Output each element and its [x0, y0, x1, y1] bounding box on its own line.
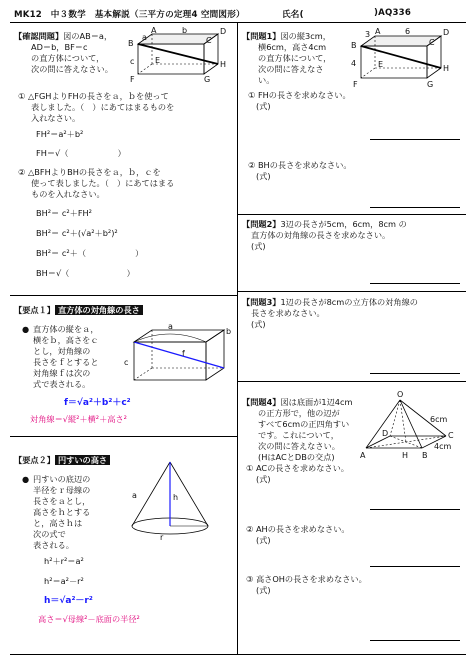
- p1-line: 図の縦3cm，: [280, 31, 331, 41]
- cone-equation: h²＝a²－r²: [44, 576, 84, 586]
- p4-line: 次の問に答えなさい。: [258, 441, 340, 451]
- name-label: 氏名(: [282, 10, 304, 20]
- fig-label: H: [402, 451, 409, 460]
- point1-heading: [14, 305, 143, 316]
- p2-line: 3辺の長さが5cm，6cm，8cm の: [280, 219, 407, 229]
- fig-label: E: [378, 60, 384, 69]
- answer-line[interactable]: [370, 139, 460, 140]
- p4-line: すべて6cmの正四角すい: [258, 419, 350, 429]
- point2-line: と，高さｈは: [33, 518, 83, 528]
- p4-question-1: ① ACの長さを求めなさい。: [246, 463, 349, 473]
- formula-label: (式): [256, 535, 271, 545]
- fig-label: B: [128, 39, 134, 48]
- point2-label: 円すいの高さ: [55, 455, 110, 465]
- fig-label: h: [173, 493, 179, 502]
- formula-label: (式): [256, 474, 271, 484]
- answer-line[interactable]: [370, 207, 460, 208]
- q1-equation: FH²＝a²＋b²: [36, 129, 84, 139]
- confirm-heading: [14, 31, 112, 42]
- cone-height-formula: h＝√a²－r²: [44, 596, 93, 606]
- fig-label: A: [151, 26, 157, 35]
- fig-label: c: [130, 57, 135, 66]
- p1-line: 次の問に答えなさ: [258, 64, 324, 74]
- bullet-icon: ●: [22, 324, 30, 334]
- section-rule: [10, 436, 237, 437]
- fig-label: E: [155, 56, 161, 65]
- q2-answer-blank[interactable]: BH＝√（ ）: [36, 268, 135, 278]
- point1-line: 式で表される。: [33, 379, 91, 389]
- confirm-line: 次の問に答えなさい。: [31, 64, 113, 74]
- p4-tag: 【問題4】: [242, 397, 281, 407]
- p1-question-2: ② BHの長さを求めなさい。: [248, 160, 352, 170]
- point2-line: 半径をｒ母線の: [33, 485, 91, 495]
- p4-question-2: ② AHの長さを求めなさい。: [246, 524, 350, 534]
- cone-height-formula-words: 高さ＝√母線²－底面の半径²: [38, 614, 140, 624]
- p4-line: 図は底面が1辺4cm: [280, 397, 353, 407]
- answer-line[interactable]: [370, 640, 460, 641]
- p4-heading: [242, 397, 352, 408]
- point1-line: とし，対角線の: [33, 346, 91, 356]
- formula-label: (式): [251, 241, 266, 251]
- footer-rule: [10, 654, 466, 655]
- q2-line: ② △BFHよりBHの長さをａ，ｂ，ｃを: [18, 167, 161, 177]
- fig-label: C: [206, 36, 212, 45]
- q2-equation: BH²＝ c²＋(√a²＋b²)²: [36, 228, 118, 238]
- point1-line: 横をｂ，高さをｃ: [33, 335, 99, 345]
- answer-line[interactable]: [370, 283, 460, 284]
- fig-label: c: [124, 358, 129, 367]
- column-divider: [237, 22, 238, 654]
- formula-label: (式): [251, 319, 266, 329]
- fig-label: C: [429, 38, 435, 47]
- p4-question-3: ③ 高さOHの長さを求めなさい。: [246, 574, 367, 584]
- formula-label: (式): [256, 171, 271, 181]
- fig-label: D: [382, 429, 389, 438]
- answer-line[interactable]: [370, 373, 460, 374]
- fig-label: F: [353, 80, 358, 89]
- point1-tag: 【要点１】: [14, 305, 55, 315]
- q2-answer-blank[interactable]: BH²＝ c²＋（ ）: [36, 248, 144, 258]
- fig-label: D: [220, 27, 227, 36]
- fig-label: F: [130, 75, 135, 84]
- p3-line: 長さを求めなさい。: [251, 308, 325, 318]
- worksheet-code: )AQ336: [374, 8, 412, 18]
- point2-line: 円すいの底辺の: [33, 474, 91, 484]
- fig-label: 6: [405, 27, 411, 36]
- p1-question-1: ① FHの長さを求めなさい。: [248, 90, 351, 100]
- diagonal-formula-words: 対角線＝√縦²＋横²＋高さ²: [30, 414, 127, 424]
- p4-line: (HはACとDBの交点): [258, 452, 335, 462]
- p4-line: の正方形で，他の辺が: [258, 408, 340, 418]
- section-rule: [237, 381, 466, 382]
- p1-line: 横6cm，高さ4cm: [258, 42, 327, 52]
- q1-line: 表しました。（ ）にあてはまるものを: [31, 102, 175, 112]
- p3-heading: [242, 297, 418, 308]
- fig-label: 4: [351, 59, 357, 68]
- point2-heading: [14, 455, 110, 466]
- fig-label: a: [132, 491, 137, 500]
- p1-line: の直方体について，: [258, 53, 332, 63]
- confirm-line: AD＝b，BF＝c: [31, 42, 88, 52]
- confirm-line: 図のAB＝a，: [63, 31, 113, 41]
- cuboid-figure-p1: [345, 27, 465, 94]
- point1-line: 対角線ｆは次の: [33, 368, 91, 378]
- q1-line: ① △FGHよりFHの長さをａ，ｂを使って: [18, 91, 169, 101]
- fig-label: G: [427, 80, 434, 89]
- cuboid-figure-point1: [122, 320, 234, 396]
- diagonal-formula: f＝√a²＋b²＋c²: [64, 398, 131, 408]
- fig-label: B: [422, 451, 428, 460]
- fig-label: H: [220, 60, 227, 69]
- fig-label: A: [375, 27, 381, 36]
- fig-label: f: [182, 349, 185, 358]
- fig-label: O: [397, 390, 404, 399]
- p2-heading: [242, 219, 407, 230]
- fig-label: D: [443, 28, 450, 37]
- fig-label: B: [351, 41, 357, 50]
- p1-tag: 【問題1】: [242, 31, 281, 41]
- fig-label: b: [182, 26, 188, 35]
- fig-label: a: [168, 322, 173, 331]
- bullet-icon: ●: [22, 474, 30, 484]
- p2-line: 直方体の対角線の長さを求めなさい。: [251, 230, 391, 240]
- confirm-tag: 【確認問題】: [14, 31, 64, 41]
- point2-line: 表される。: [33, 540, 74, 550]
- section-rule: [237, 214, 466, 215]
- cuboid-figure-confirm: [118, 26, 233, 90]
- fig-label: 6cm: [430, 415, 448, 424]
- q2-line: ものを入れなさい。: [31, 189, 105, 199]
- q2-equation: BH²＝ c²＋FH²: [36, 208, 92, 218]
- answer-line[interactable]: [370, 509, 460, 510]
- confirm-line: の直方体について，: [31, 53, 105, 63]
- fig-label: G: [204, 75, 211, 84]
- header-rule: [10, 22, 466, 23]
- point1-line: 長さをｆとすると: [33, 357, 99, 367]
- p2-tag: 【問題2】: [242, 219, 281, 229]
- point2-line: 次の式で: [33, 529, 66, 539]
- section-rule: [237, 291, 466, 292]
- p4-line: です。これについて，: [258, 430, 339, 440]
- fig-label: b: [226, 327, 232, 336]
- section-rule: [10, 295, 237, 296]
- cone-equation: h²＋r²＝a²: [44, 556, 84, 566]
- p1-line: い。: [258, 75, 275, 85]
- fig-label: r: [160, 533, 164, 542]
- p3-line: 1辺の長さが8cmの立方体の対角線の: [280, 297, 418, 307]
- q1-answer-blank[interactable]: FH＝√（ ）: [36, 148, 126, 158]
- fig-label: 4cm: [434, 442, 452, 451]
- q2-line: 使って表しました。（ ）にあてはまる: [31, 178, 175, 188]
- cone-figure: [124, 458, 224, 544]
- header: [14, 8, 412, 20]
- point2-line: 長さをａとし，: [33, 496, 91, 506]
- p3-tag: 【問題3】: [242, 297, 281, 307]
- formula-label: (式): [256, 585, 271, 595]
- p1-heading: [242, 31, 331, 42]
- fig-label: C: [448, 431, 454, 440]
- fig-label: a: [142, 33, 147, 42]
- worksheet-title: MK12 中３数学 基本解説（三平方の定理4 空間図形）: [14, 10, 245, 20]
- pyramid-figure: [360, 392, 464, 462]
- point2-tag: 【要点２】: [14, 455, 55, 465]
- point2-line: 高さをｈとする: [33, 507, 91, 517]
- q1-line: 入れなさい。: [31, 113, 81, 123]
- answer-line[interactable]: [370, 566, 460, 567]
- formula-label: (式): [256, 101, 271, 111]
- point1-line: 直方体の縦をａ，: [33, 324, 99, 334]
- fig-label: H: [443, 64, 450, 73]
- fig-label: 3: [365, 30, 371, 39]
- point1-label: 直方体の対角線の長さ: [55, 305, 143, 315]
- fig-label: A: [360, 451, 366, 460]
